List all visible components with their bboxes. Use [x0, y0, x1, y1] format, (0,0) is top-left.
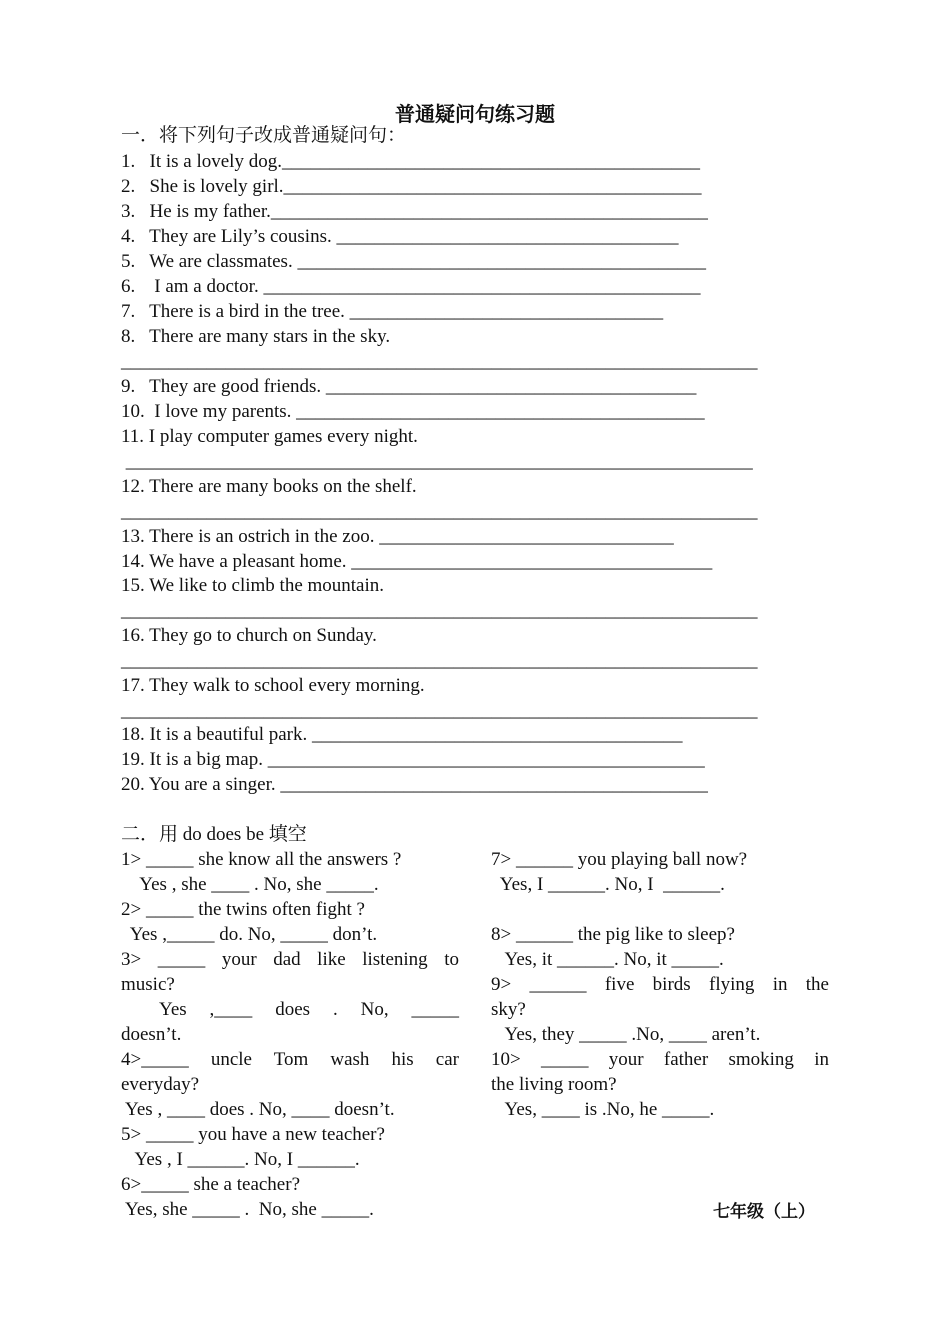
fill-blank-line: Yes ,_____ do. No, _____ don’t.	[121, 924, 378, 945]
fill-blank-line: Yes ,____ does . No, _____	[159, 999, 459, 1020]
exercise-line: 13. There is an ostrich in the zoo. _______________________________	[121, 526, 674, 547]
fill-blank-line: Yes , ____ does . No, ____ doesn’t.	[121, 1099, 395, 1120]
exercise-line: 20. You are a singer. _____________________________________________	[121, 774, 708, 795]
section2-heading: 二．用 do does be 填空	[121, 824, 307, 845]
section2-left-column	[121, 847, 459, 1222]
fill-blank-line: Yes, ____ is .No, he _____.	[491, 1099, 715, 1120]
fill-blank-line: 9> ______ five birds flying in the	[491, 974, 829, 995]
fill-blank-line: 1> _____ she know all the answers ?	[121, 849, 402, 870]
exercise-line: 18. It is a beautiful park. _______________________________________	[121, 724, 683, 745]
fill-blank-line: Yes, I ______. No, I ______.	[491, 874, 725, 895]
fill-blank-line: the living room?	[491, 1074, 617, 1095]
fill-blank-line: everyday?	[121, 1074, 200, 1095]
exercise-line: 7. There is a bird in the tree. _________________________________	[121, 301, 664, 322]
fill-blank-line: 7> ______ you playing ball now?	[491, 849, 748, 870]
fill-blank-line: 3> _____ your dad like listening to	[121, 949, 459, 970]
exercise-line: 8. There are many stars in the sky.	[121, 326, 391, 347]
section1-heading: 一．将下列句子改成普通疑问句：	[121, 125, 407, 146]
exercise-line: 9. They are good friends. _______________________________________	[121, 376, 697, 397]
fill-blank-line: Yes , she ____ . No, she _____.	[121, 874, 379, 895]
fill-blank-line: 6>_____ she a teacher?	[121, 1174, 300, 1195]
answer-line: __________________________________________________________________	[121, 451, 753, 472]
exercise-line: 4. They are Lily’s cousins. ____________________________________	[121, 226, 679, 247]
answer-line: ___________________________________________________________________	[121, 600, 758, 621]
grade-label: 七年级（上）	[713, 1202, 815, 1221]
fill-blank-line: doesn’t.	[121, 1024, 182, 1045]
exercise-line: 6. I am a doctor. ______________________________________________	[121, 276, 701, 297]
fill-blank-line: Yes , I ______. No, I ______.	[121, 1149, 360, 1170]
exercise-line: 10. I love my parents. ___________________________________________	[121, 401, 705, 422]
blank-spacer	[491, 897, 829, 922]
fill-blank-line: 2> _____ the twins often fight ?	[121, 899, 365, 920]
exercise-line: 16. They go to church on Sunday.	[121, 625, 377, 646]
fill-blank-line: Yes, they _____ .No, ____ aren’t.	[491, 1024, 761, 1045]
fill-blank-line: 8> ______ the pig like to sleep?	[491, 924, 735, 945]
answer-line: ___________________________________________________________________	[121, 700, 758, 721]
fill-blank-line: 4>_____ uncle Tom wash his car	[121, 1049, 459, 1070]
exercise-line: 5. We are classmates. ___________________________________________	[121, 251, 706, 272]
answer-line: ___________________________________________________________________	[121, 650, 758, 671]
fill-blank-line: Yes, she _____ . No, she _____.	[121, 1199, 374, 1220]
answer-line: ___________________________________________________________________	[121, 501, 758, 522]
exercise-line: 3. He is my father.______________________________________________	[121, 201, 708, 222]
exercise-line: 11. I play computer games every night.	[121, 426, 418, 447]
answer-line: ___________________________________________________________________	[121, 351, 758, 372]
exercise-line: 17. They walk to school every morning.	[121, 675, 425, 696]
exercise-line: 14. We have a pleasant home. ______________________________________	[121, 551, 713, 572]
fill-blank-line: music?	[121, 974, 175, 995]
page-title: 普通疑问句练习题	[395, 104, 555, 126]
exercise-line: 1. It is a lovely dog.____________________________________________	[121, 151, 700, 172]
exercise-line: 19. It is a big map. ______________________________________________	[121, 749, 705, 770]
section2-right-column	[491, 847, 829, 1122]
exercise-line: 12. There are many books on the shelf.	[121, 476, 417, 497]
exercise-line: 15. We like to climb the mountain.	[121, 575, 385, 596]
fill-blank-line: 5> _____ you have a new teacher?	[121, 1124, 385, 1145]
fill-blank-line: Yes, it ______. No, it _____.	[491, 949, 724, 970]
exercise-line: 2. She is lovely girl.____________________________________________	[121, 176, 702, 197]
fill-blank-line: sky?	[491, 999, 526, 1020]
fill-blank-line: 10> _____ your father smoking in	[491, 1049, 829, 1070]
